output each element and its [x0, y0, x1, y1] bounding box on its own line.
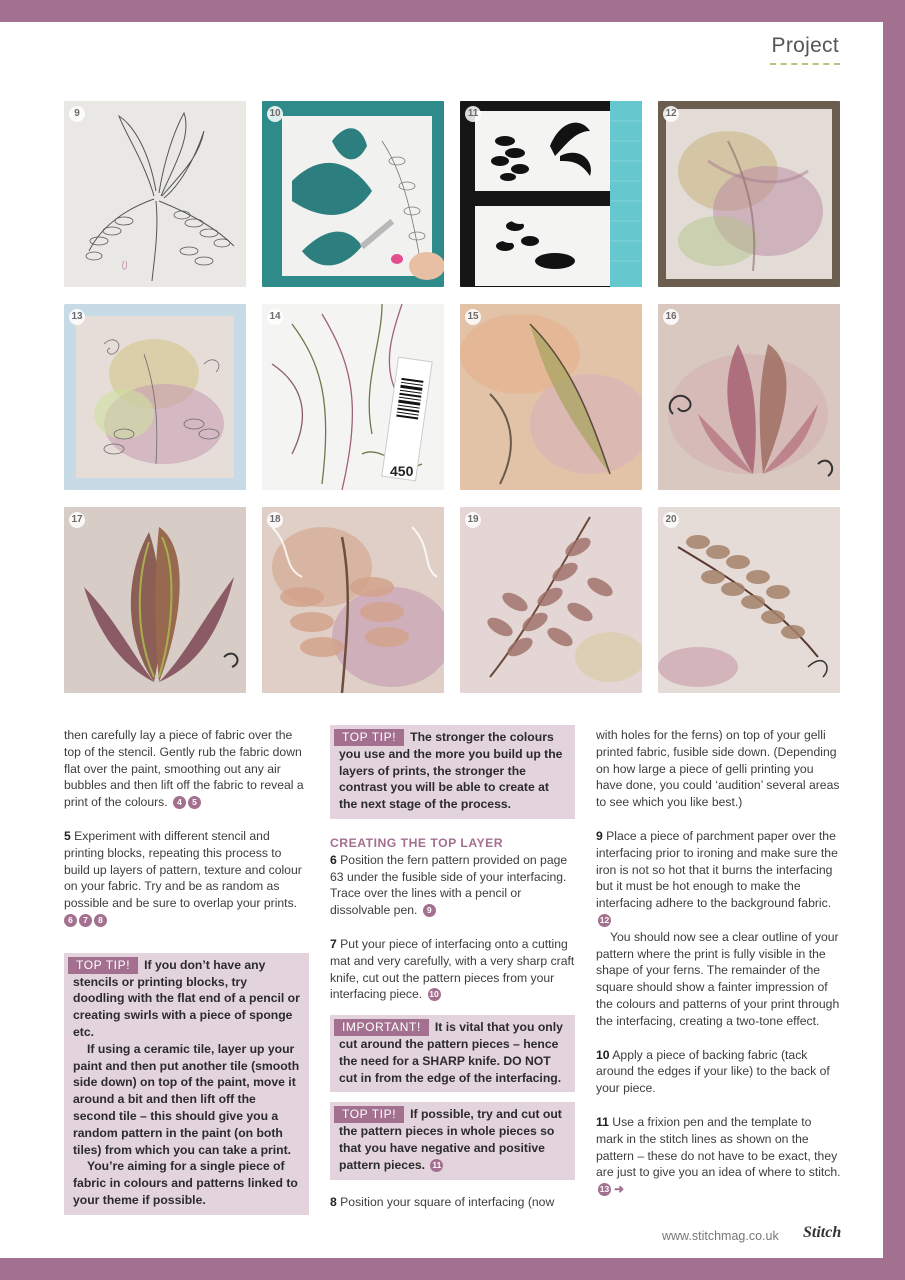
photo-ref: 10	[429, 989, 439, 1000]
photo-ref: 8	[94, 914, 107, 927]
paragraph-9b: You should now see a clear outline of your pattern where the print is fully visible in the shape of your ferns. The remainder of the square should show a fainter impression of the colours and patterns of your print through the interfacing, creating a two-tone effect.	[596, 929, 840, 1028]
photo-20	[658, 507, 840, 693]
photo-19	[460, 507, 642, 693]
tip-tag: TOP TIP!	[68, 957, 138, 974]
footer-logo: Stitch	[803, 1224, 842, 1241]
photo-number: 19	[465, 512, 481, 528]
tip-tag: TOP TIP!	[334, 1106, 404, 1123]
paragraph-5: 5 Experiment with different stencil and printing blocks, repeating this process to build up layers of pattern, texture and colour on your fabric. Try and be as random as possible and be sure to overlap your prints. 6 7 8	[64, 828, 302, 925]
photo-11	[460, 101, 642, 287]
photo-ref: 9	[423, 904, 436, 917]
photo-number: 17	[69, 512, 85, 528]
top-tip-box: TOP TIP! If possible, try and cut out the pattern pieces in whole pieces so that you have negative and positive pattern pieces. 11	[330, 1102, 575, 1179]
paragraph-10: 10 Apply a piece of backing fabric (tack around the edges if your like) to the back of your piece.	[596, 1047, 830, 1096]
paragraph-7: 7 Put your piece of interfacing onto a cutting mat and very carefully, with a very sharp craft knife, cut out the pattern pieces from your interfacing piece. 10	[330, 936, 575, 1002]
photo-number: 18	[267, 512, 283, 528]
continue-arrow-icon: ➜	[614, 1182, 625, 1197]
subheading: CREATING THE TOP LAYER	[330, 835, 504, 850]
photo-12	[658, 101, 840, 287]
paragraph-11: 11 Use a frixion pen and the template to mark in the stitch lines as shown on the pattern – these do not have to be exact, they are just to give you an idea of where to stitch. 13 ➜	[596, 1114, 841, 1197]
photo-9	[64, 101, 246, 287]
photo-14	[262, 304, 444, 490]
photo-ref: 12	[599, 914, 610, 925]
text-column-2	[330, 725, 575, 1210]
photo-18	[262, 507, 444, 693]
section-rule	[770, 63, 840, 65]
magazine-page	[0, 22, 883, 1258]
tip-tag: TOP TIP!	[334, 729, 404, 746]
photo-ref: 4	[173, 796, 186, 809]
top-tip-box: TOP TIP! If you don’t have any stencils or printing blocks, try doodling with the flat end of a pencil or creating swirls with a piece of sponge etc. If using a ceramic tile, layer up your paint and then put another tile (smooth side down) on top of the paint, move it around a bit and then lift off the second tile – this should give you a random pattern in the paint (on both tiles) from which you can take a print. You’re aiming for a single piece of fabric in colours and patterns linked to your theme if possible.	[64, 953, 309, 1215]
photo-10	[262, 101, 444, 287]
photo-number: 13	[69, 309, 85, 325]
photo-13	[64, 304, 246, 490]
paragraph-6: 6 Position the fern pattern provided on page 63 under the fusible side of your interfacing. Trace over the lines with a pencil or dissolvable pen. 9	[330, 852, 568, 918]
footer-url: www.stitchmag.co.uk	[662, 1229, 779, 1243]
photo-15	[460, 304, 642, 490]
important-tag: IMPORTANT!	[334, 1019, 429, 1036]
paragraph-8-cont: with holes for the ferns) on top of your gelli printed fabric, fusible side down. (Depending on how large a piece of gelli printing you have done, you could ‘audition’ several areas to see which you like best.)	[596, 728, 840, 810]
photo-ref: 7	[79, 914, 92, 927]
paragraph-4-cont: then carefully lay a piece of fabric over the top of the stencil. Gently rub the fabric down flat over the paint, smoothing out any air bubbles and then lift off the fabric to reveal a print of the colours. 4 5	[64, 728, 304, 810]
text-column-3	[596, 727, 841, 1198]
photo-ref: 5	[188, 796, 201, 809]
paragraph-9: 9 Place a piece of parchment paper over the interfacing prior to ironing and make sure the iron is not so hot that it burns the interfacing but it must be hot enough to make the interfacing adhere to the background fabric. 12	[596, 828, 838, 925]
paragraph-8: 8 Position your square of interfacing (now	[330, 1194, 555, 1209]
photo-16	[658, 304, 840, 490]
photo-ref: 11	[432, 1159, 442, 1170]
top-tip-box: TOP TIP! The stronger the colours you use and the more you build up the layers of prints, the stronger the contrast you will be able to create at the next stage of the process.	[330, 725, 575, 819]
photo-number: 12	[663, 106, 679, 122]
photo-number: 15	[465, 309, 481, 325]
photo-number: 9	[69, 106, 85, 122]
photo-number: 20	[663, 512, 679, 528]
text-column-1	[64, 727, 309, 1215]
photo-number: 10	[267, 106, 283, 122]
photo-ref: 6	[64, 914, 77, 927]
important-box: IMPORTANT! It is vital that you only cut around the pattern pieces – hence the need for a SHARP knife. DO NOT cut in from the edge of the interfacing.	[330, 1015, 575, 1092]
section-label: Project	[771, 34, 839, 57]
skein-label: 450	[390, 463, 414, 479]
photo-number: 14	[267, 309, 283, 325]
photo-ref: 13	[599, 1184, 610, 1195]
photo-17	[64, 507, 246, 693]
photo-number: 11	[465, 106, 481, 122]
photo-number: 16	[663, 309, 679, 325]
